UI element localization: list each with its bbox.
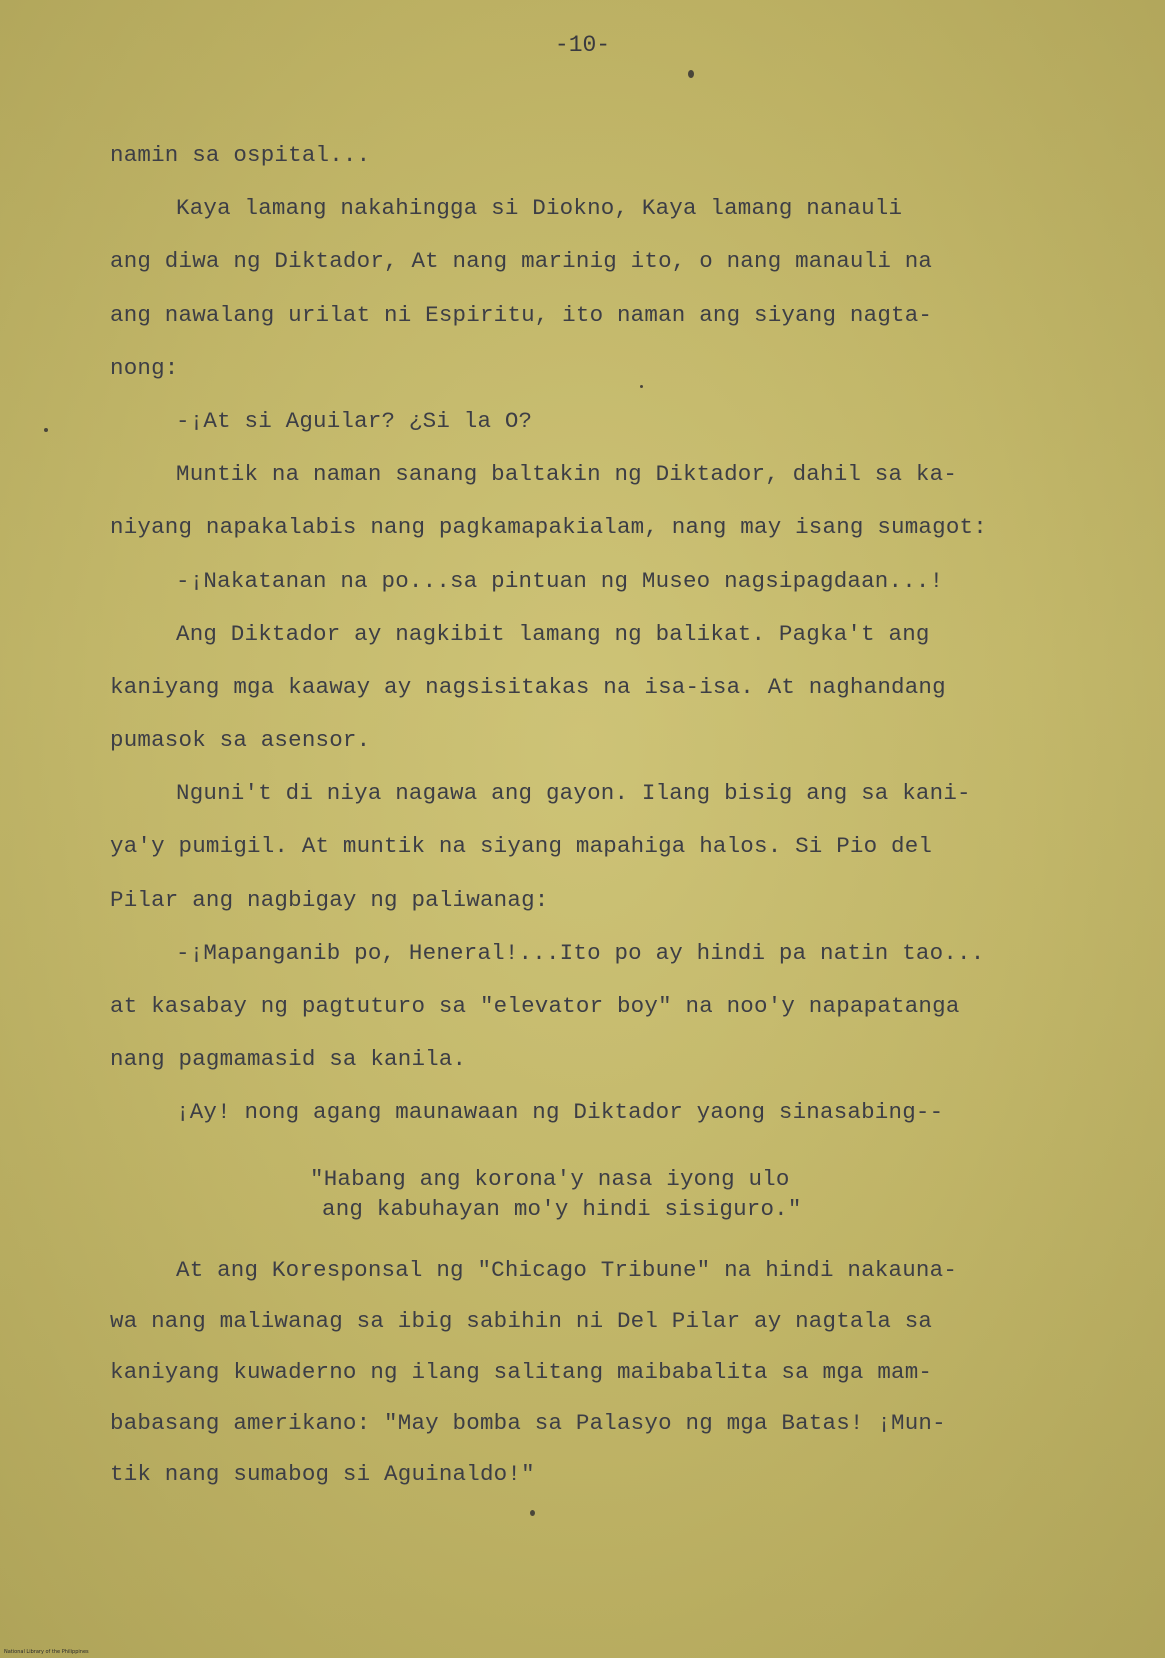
text-line: ya'y pumigil. At muntik na siyang mapahiga halos. Si Pio del bbox=[110, 833, 933, 860]
paper-speck bbox=[44, 428, 48, 432]
text-line: nang pagmamasid sa kanila. bbox=[110, 1046, 467, 1073]
text-line: namin sa ospital... bbox=[110, 142, 371, 168]
paper-speck bbox=[640, 385, 643, 388]
text-line: Pilar ang nagbigay ng paliwanag: bbox=[110, 886, 549, 913]
text-line: ang diwa ng Diktador, At nang marinig ito, o nang manauli na bbox=[110, 248, 933, 275]
paper-speck bbox=[688, 70, 694, 78]
text-line: ¡Ay! nong agang maunawaan ng Diktador yaong sinasabing-- bbox=[176, 1099, 944, 1126]
text-line: -¡Mapanganib po, Heneral!...Ito po ay hindi pa natin tao... bbox=[176, 939, 985, 966]
text-line: Ang Diktador ay nagkibit lamang ng balikat. Pagka't ang bbox=[176, 620, 930, 647]
text-line: pumasok sa asensor. bbox=[110, 727, 371, 754]
text-line: wa nang maliwanag sa ibig sabihin ni Del Pilar ay nagtala sa bbox=[110, 1307, 933, 1334]
text-line: ang nawalang urilat ni Espiritu, ito naman ang siyang nagta- bbox=[110, 301, 933, 328]
text-line: tik nang sumabog si Aguinaldo!" bbox=[110, 1460, 535, 1487]
verse-line: ang kabuhayan mo'y hindi sisiguro." bbox=[322, 1195, 802, 1222]
text-line: kaniyang mga kaaway ay nagsisitakas na isa-isa. At naghandang bbox=[110, 673, 946, 700]
text-line: Muntik na naman sanang baltakin ng Diktador, dahil sa ka- bbox=[176, 461, 958, 488]
verse-line: "Habang ang korona'y nasa iyong ulo bbox=[310, 1165, 790, 1192]
library-credit: National Library of the Philippines bbox=[4, 1649, 89, 1655]
text-line: nong: bbox=[110, 354, 179, 381]
text-line: niyang napakalabis nang pagkamapakialam, nang may isang sumagot: bbox=[110, 514, 987, 541]
body-text bbox=[110, 135, 1130, 1505]
paper-speck bbox=[530, 1510, 535, 1516]
text-line: At ang Koresponsal ng "Chicago Tribune" na hindi nakauna- bbox=[176, 1256, 958, 1283]
text-line: Kaya lamang nakahingga si Diokno, Kaya lamang nanauli bbox=[176, 195, 903, 222]
text-line: -¡Nakatanan na po...sa pintuan ng Museo nagsipagdaan...! bbox=[176, 567, 944, 594]
text-line: -¡At si Aguilar? ¿Si la O? bbox=[176, 407, 533, 434]
verse-spacer bbox=[110, 1146, 1130, 1164]
text-line: kaniyang kuwaderno ng ilang salitang maibabalita sa mga mam- bbox=[110, 1358, 933, 1385]
text-line: Nguni't di niya nagawa ang gayon. Ilang bisig ang sa kani- bbox=[176, 780, 971, 807]
text-line: babasang amerikano: "May bomba sa Palasyo ng mga Batas! ¡Mun- bbox=[110, 1409, 946, 1436]
page-number: -10- bbox=[554, 32, 611, 58]
text-line: at kasabay ng pagtuturo sa "elevator boy" na noo'y napapatanga bbox=[110, 993, 960, 1019]
